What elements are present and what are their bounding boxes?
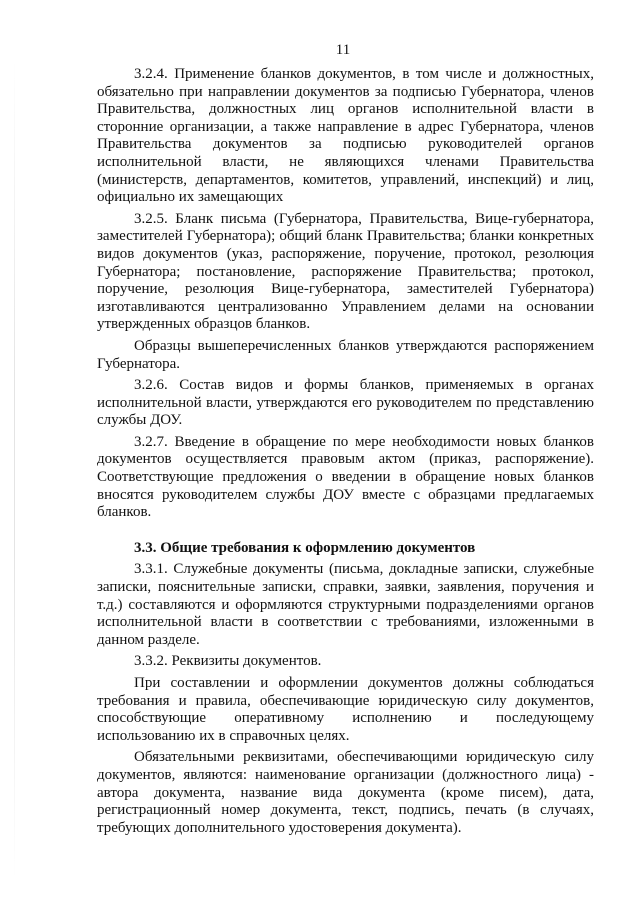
paragraph-3-2-4: 3.2.4. Применение бланков документов, в том числе и должностных, обязательно при направлении документов за подписью Губернатора, членов Правительства, должностных лиц органов исполнительной власти в сторонние организации, а также направление в адрес Губернатора, членов Правительства документов за подписью руководителей органов исполнительной власти, не являющихся членами Правительства (министерств, департаментов, комитетов, управлений, инспекций) и лиц, официально их замещающих: [97, 66, 594, 206]
section-heading-3-3: 3.3. Общие требования к оформлению документов: [134, 539, 476, 556]
paragraph-3-3-1: 3.3.1. Служебные документы (письма, докладные записки, служебные записки, пояснительные записки, справки, заявки, заявления, поручения и т.д.) составляются и оформляются структурными подразделениями органов исполнительной власти в соответствии с требованиями, изложенными в данном разделе.: [97, 561, 594, 648]
scan-edge-shadow: [14, 60, 15, 880]
paragraph-3-2-6: 3.2.6. Состав видов и формы бланков, применяемых в органах исполнительной власти, утверждаются его руководителем по представлению службы ДОУ.: [97, 377, 594, 429]
page-number: 11: [335, 42, 351, 58]
paragraph-3-2-7: 3.2.7. Введение в обращение по мере необходимости новых бланков документов осуществляется правовым актом (приказ, распоряжение). Соответствующие предложения о введении в обращение новых бланков вносятся руководителем службы ДОУ вместе с образцами предлагаемых бланков.: [97, 433, 594, 521]
paragraph-mandatory-requisites: Обязательными реквизитами, обеспечивающими юридическую силу документов, являются: наименование организации (должностного лица) - автора документа, название вида документа (кроме писем), дата, регистрационный номер документа, текст, подпись, печать (в случаях, требующих дополнительного удостоверения документа).: [97, 749, 594, 836]
paragraph-3-2-5: 3.2.5. Бланк письма (Губернатора, Правительства, Вице-губернатора, заместителей Губернатора); общий бланк Правительства; бланки конкретных видов документов (указ, распоряжение, поручение, протокол, резолюция Губернатора; постановление, распоряжение Правительства; протокол, поручение, резолюция Вице-губернатора, заместителей Губернатора) изготавливаются централизованно Управлением делами на основании утвержденных образцов бланков.: [97, 210, 594, 333]
paragraph-3-3-2: 3.3.2. Реквизиты документов.: [134, 653, 322, 670]
paragraph-blank-samples: Образцы вышеперечисленных бланков утверждаются распоряжением Губернатора.: [97, 337, 594, 372]
document-body: [97, 66, 594, 837]
paragraph-requirements: При составлении и оформлении документов должны соблюдаться требования и правила, обеспечивающие юридическую силу документов, способствующие оперативному исполнению и последующему использованию их в справочных целях.: [97, 675, 594, 744]
